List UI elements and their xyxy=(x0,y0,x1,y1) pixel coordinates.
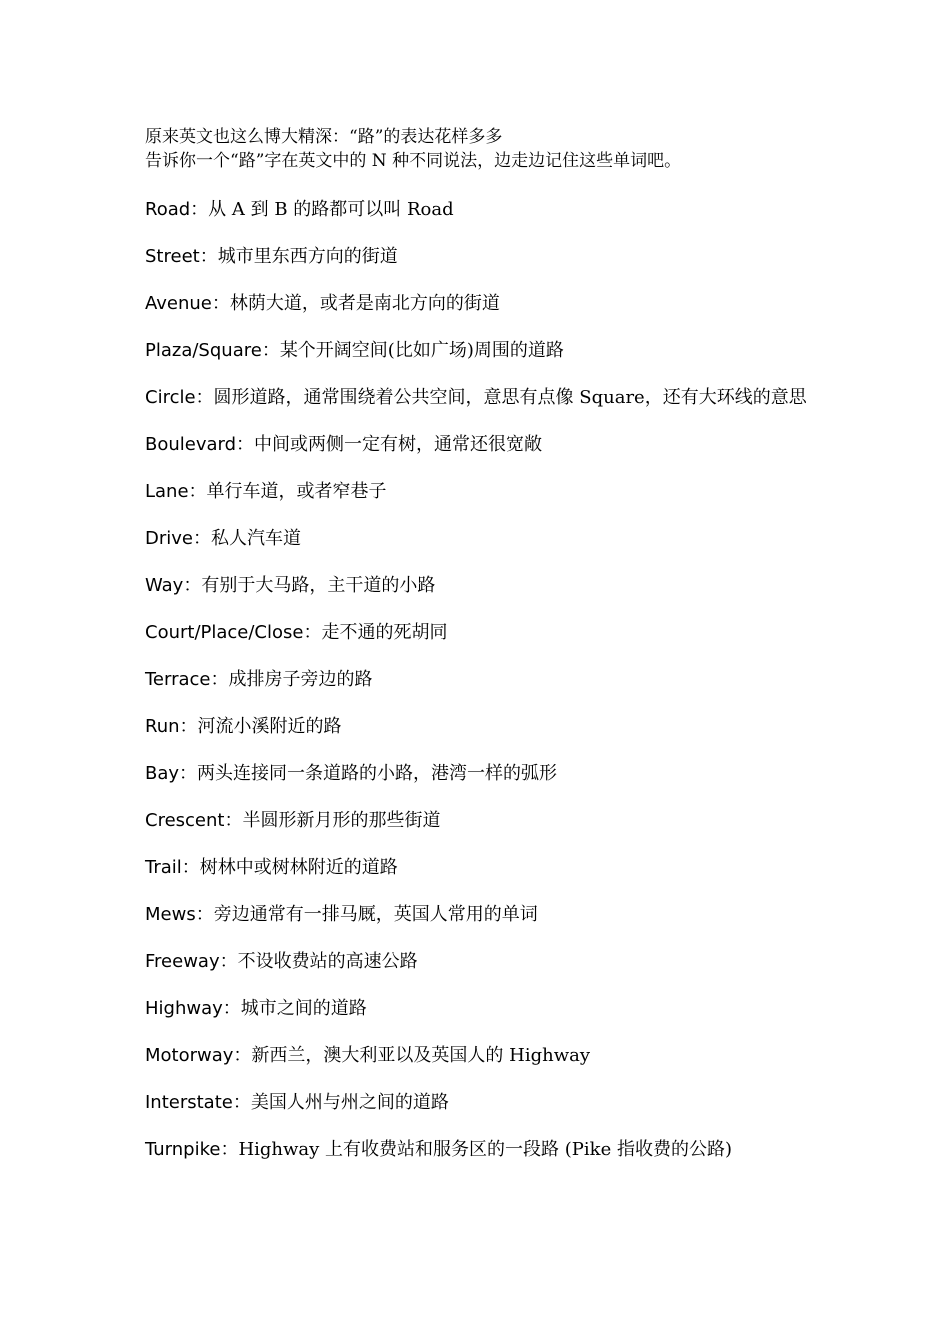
list-item xyxy=(145,292,815,316)
term-separator: ： xyxy=(210,669,229,690)
list-item xyxy=(145,621,815,645)
list-item xyxy=(145,950,815,974)
road-term-description: 圆形道路，通常围绕着公共空间，意思有点像 Square，还有大环线的意思 xyxy=(213,387,807,408)
road-term-description: 两头连接同一条道路的小路，港湾一样的弧形 xyxy=(197,763,558,784)
road-term: Court/Place/Close xyxy=(145,622,304,643)
road-term-description: 走不通的死胡同 xyxy=(321,622,448,643)
list-item xyxy=(145,1044,815,1068)
road-term-description: 中间或两侧一定有树，通常还很宽敞 xyxy=(254,434,543,455)
road-term: Freeway xyxy=(145,951,220,972)
list-item xyxy=(145,668,815,692)
term-separator: ： xyxy=(190,199,209,220)
list-item xyxy=(145,339,815,363)
list-item xyxy=(145,433,815,457)
road-term: Bay xyxy=(145,763,180,784)
road-term: Way xyxy=(145,575,184,596)
document-title: 原来英文也这么博大精深：“路”的表达花样多多 xyxy=(145,127,503,147)
list-item xyxy=(145,386,815,410)
term-separator: ： xyxy=(211,293,230,314)
road-term: Avenue xyxy=(145,293,212,314)
road-term: Motorway xyxy=(145,1045,234,1066)
road-term-description: 单行车道，或者窄巷子 xyxy=(206,481,387,502)
road-term: Street xyxy=(145,246,200,267)
road-term-description: Highway 上有收费站和服务区的一段路 (Pike 指收费的公路) xyxy=(238,1139,732,1160)
term-separator: ： xyxy=(195,387,214,408)
term-separator: ： xyxy=(303,622,322,643)
term-separator: ： xyxy=(222,998,241,1019)
road-term: Plaza/Square xyxy=(145,340,262,361)
road-term-description: 有别于大马路，主干道的小路 xyxy=(201,575,436,596)
road-term-description: 不设收费站的高速公路 xyxy=(237,951,418,972)
road-term-description: 半圆形新月形的那些街道 xyxy=(242,810,441,831)
term-separator: ： xyxy=(195,904,214,925)
road-term: Turnpike xyxy=(145,1139,221,1160)
term-separator: ： xyxy=(219,951,238,972)
term-separator: ： xyxy=(199,246,218,267)
term-separator: ： xyxy=(236,434,255,455)
list-item xyxy=(145,715,815,739)
list-item xyxy=(145,1138,815,1162)
document-subtitle: 告诉你一个“路”字在英文中的 N 种不同说法，边走边记住这些单词吧。 xyxy=(145,151,682,171)
term-separator: ： xyxy=(193,528,211,549)
road-term-description: 某个开阔空间(比如广场)周围的道路 xyxy=(279,340,564,361)
road-term-description: 美国人州与州之间的道路 xyxy=(250,1092,449,1113)
road-term: Drive xyxy=(145,528,193,549)
road-term: Circle xyxy=(145,387,196,408)
road-term: Boulevard xyxy=(145,434,237,455)
term-separator: ： xyxy=(183,575,202,596)
list-item xyxy=(145,903,815,927)
list-item xyxy=(145,198,815,222)
road-term: Terrace xyxy=(145,669,211,690)
list-item xyxy=(145,809,815,833)
road-term-description: 林荫大道，或者是南北方向的街道 xyxy=(229,293,500,314)
road-term: Road xyxy=(145,199,191,220)
road-term: Interstate xyxy=(145,1092,233,1113)
term-separator: ： xyxy=(179,763,198,784)
road-term-description: 从 A 到 B 的路都可以叫 Road xyxy=(208,199,454,220)
list-item xyxy=(145,856,815,880)
term-separator: ： xyxy=(233,1045,252,1066)
list-item xyxy=(145,762,815,786)
term-separator: ： xyxy=(188,481,207,502)
road-term-description: 私人汽车道 xyxy=(211,528,301,549)
list-item xyxy=(145,245,815,269)
road-term: Run xyxy=(145,716,180,737)
term-separator: ： xyxy=(224,810,243,831)
road-term: Crescent xyxy=(145,810,225,831)
term-separator: ： xyxy=(181,857,200,878)
road-term-list xyxy=(145,198,815,1162)
road-term: Trail xyxy=(145,857,182,878)
road-term-description: 新西兰，澳大利亚以及英国人的 Highway xyxy=(251,1045,591,1066)
road-term-description: 旁边通常有一排马厩，英国人常用的单词 xyxy=(213,904,538,925)
list-item xyxy=(145,1091,815,1115)
road-term-description: 河流小溪附近的路 xyxy=(197,716,342,737)
list-item xyxy=(145,480,815,504)
road-term: Highway xyxy=(145,998,223,1019)
road-term-description: 树林中或树林附近的道路 xyxy=(199,857,398,878)
road-term-description: 城市里东西方向的街道 xyxy=(217,246,398,267)
document-page xyxy=(145,125,815,1185)
term-separator: ： xyxy=(261,340,280,361)
road-term-description: 城市之间的道路 xyxy=(240,998,367,1019)
road-term: Mews xyxy=(145,904,196,925)
term-separator: ： xyxy=(220,1139,239,1160)
list-item xyxy=(145,527,815,551)
term-separator: ： xyxy=(232,1092,251,1113)
list-item xyxy=(145,997,815,1021)
road-term: Lane xyxy=(145,481,189,502)
list-item xyxy=(145,574,815,598)
road-term-description: 成排房子旁边的路 xyxy=(228,669,373,690)
term-separator: ： xyxy=(179,716,198,737)
